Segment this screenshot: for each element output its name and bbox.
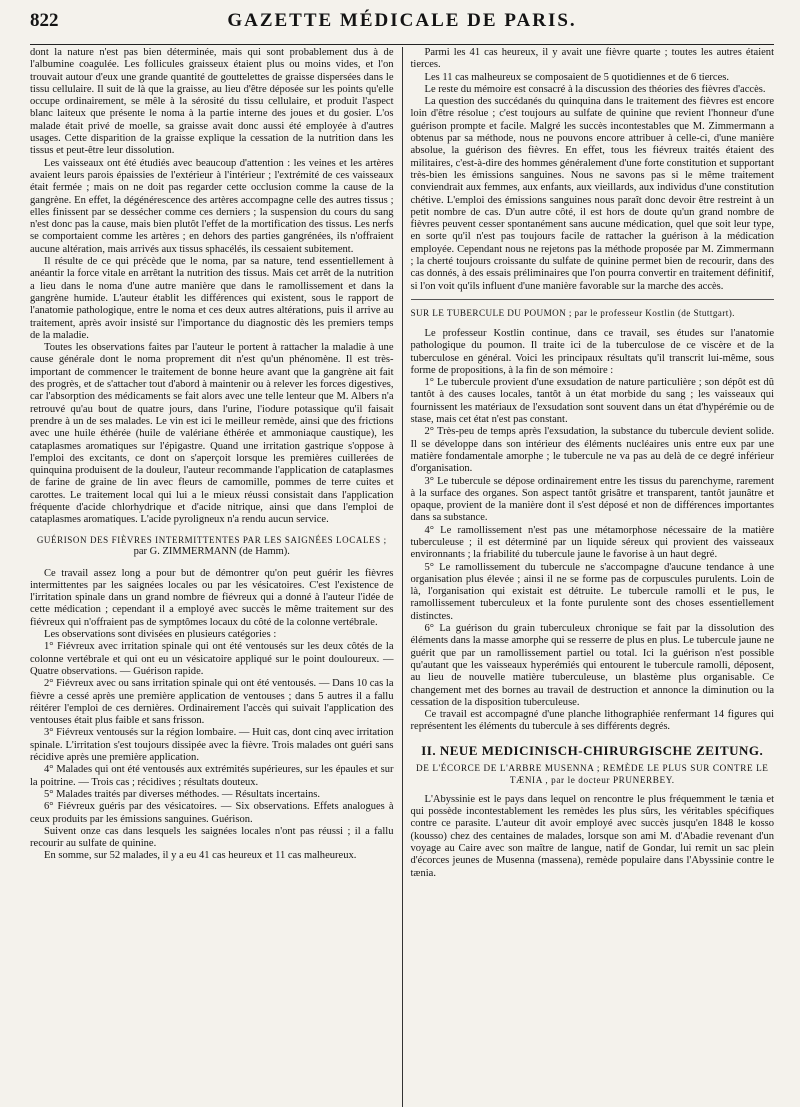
list-item: 3° Fiévreux ventousés sur la région lombaire. — Huit cas, dont cinq avec irritation spinale. L'irritation s'est toujours dissipée avec la fièvre. Trois malades ont guéri sans récidive après une première application. xyxy=(30,727,394,764)
list-item: 1° Le tubercule provient d'une exsudation de nature particulière ; son dépôt est dû tantôt à des causes locales, tantôt à un état morbide du sang ; les vaisseaux qui fournissent les matériaux de l'exsudation sont souvent dans un état d'hypérémie ou de stase, mais cet état n'est pas constant. xyxy=(410,377,774,426)
section-title: GUÉRISON DES FIÈVRES INTERMITTENTES PAR LES SAIGNÉES LOCALES ; xyxy=(36,534,387,545)
paragraph: Les 11 cas malheureux se composaient de 5 quotidiennes et de 6 tierces. xyxy=(424,71,729,83)
paragraph: En somme, sur 52 malades, il y a eu 41 cas heureux et 11 cas malheureux. xyxy=(44,850,357,862)
section-title: SUR LE TUBERCULE DU POUMON ; par le professeur Kostlin (de Stuttgart). xyxy=(410,307,735,318)
column-rule xyxy=(402,47,403,1107)
left-column xyxy=(30,47,400,1107)
columns xyxy=(30,47,774,1107)
list-item: 5° Malades traités par diverses méthodes. — Résultats incertains. xyxy=(44,788,321,800)
article-heading: II. NEUE MEDICINISCH-CHIRURGISCHE ZEITUNG. xyxy=(421,742,764,758)
paragraph: Les observations sont divisées en plusieurs catégories : xyxy=(44,629,277,641)
list-item: 6° La guérison du grain tuberculeux chronique se fait par la dissolution des éléments dans la masse amorphe qui se resserre de plus en plus. Le tubercule jaune ne guérit que par un ramollissement partiel ou total. Ici la guérison n'est possible qu'autant que les vaisseaux hyperémiés qui entourent le tubercule ramolli, déposent, au lieu de nouvelle matière tuberculeuse, un blastème plus organisable. Ce changement met des bornes au travail de destruction et annonce la diminution ou la cessation de la disposition tuberculeuse. xyxy=(410,623,774,708)
list-item: 4° Malades qui ont été ventousés aux extrémités supérieures, sur les épaules et sur la poitrine. — Trois cas ; récidives ; résultats douteux. xyxy=(30,764,394,788)
section-divider xyxy=(411,299,775,300)
list-item: 5° Le ramollissement du tubercule ne s'accompagne d'aucune tendance à une organisation plus élevée ; ainsi il ne se forme pas de corpuscules purulents. Loin de là, l'organisation qui existait est détruite. Le tubercule ramolli et le pus, le ramollissement tuberculeux et la fonte purulente sont des choses essentiellement distinctes. xyxy=(410,561,774,622)
list-item: 3° Le tubercule se dépose ordinairement entre les tissus du parenchyme, rarement à la surface des organes. Son aspect tantôt grisâtre et transparent, tantôt jaunâtre et opaque, provient de la manière dont il s'est déposé et non de différences importantes dans sa substance. xyxy=(410,475,774,524)
paragraph: Toutes les observations faites par l'auteur le portent à rattacher la maladie à une cause générale dont le noma proprement dit n'est qu'un phénomène. Il est très-important de commencer le traitement de bonne heure avant que la gangrène ait fait des progrès, et de s'attacher tout d'abord à maintenir ou à relever les forces digestives, car l'absorption des médicaments se fait alors avec une telle lenteur que M. Albers n'a retrouvé qu'au bout de quatre jours, dans l'urine, l'iodure potassique qu'il faisait prendre à un de ses malades. Le vin est ici le meilleur remède, ainsi que des frictions avec une huile éthérée (huile de valériane éthérée et ammoniaque caustique), les cataplasmes aromatiques sur l'épigastre. Quand une irritation gastrique s'oppose à l'emploi des excitants, ce dont on s'aperçoit lorsque les premières cuillerées de quinquina produisent de la douleur, l'auteur recommande l'application de cataplasmes de farine de graine de lin avec fleurs de camomille, pommes de terre cuites et carottes. Le traitement local qui lui a le mieux réussi consistait dans l'application fréquente d'acide chlorhydrique et d'acide nitrique, ainsi que dans l'emploi de cataplasmes aromatiques. L'acide pyroligneux n'a rendu aucun service. xyxy=(30,342,394,526)
paragraph: Ce travail assez long a pour but de démontrer qu'on peut guérir les fièvres intermittentes par les saignées locales ou par les vésicatoires. C'est l'existence de l'irritation spinale dans un grand nombre de fiévreux qui a donné à l'auteur l'idée de cette médication ; cependant il a employé avec succès le même traitement sur des fiévreux qui n'offraient pas de symptômes locaux du côté de la colonne vertébrale. xyxy=(30,567,394,628)
list-item: 4° Le ramollissement n'est pas une métamorphose nécessaire de la matière tuberculeuse ; il est déterminé par un liquide séreux qui provient des vaisseaux environnants ; la friabilité du tubercule jaune le favorise à un haut degré. xyxy=(410,524,774,561)
list-item: 2° Très-peu de temps après l'exsudation, la substance du tubercule devient solide. Il se développe dans son intérieur des éléments nucléaires unis entre eux par une matière fondamentale amorphe ; le tubercule ne va pas au delà de ce degré inférieur d'organisation. xyxy=(410,426,774,475)
section-author: par G. ZIMMERMANN (de Hamm). xyxy=(133,545,290,557)
right-column xyxy=(405,47,775,1107)
list-item: 1° Fiévreux avec irritation spinale qui ont été ventousés sur les deux côtés de la colonne vertébrale et qui ont eu un vésicatoire appliqué sur le point douloureux. — Quatre observations. — Guérison rapide. xyxy=(30,641,394,677)
running-title: GAZETTE MÉDICALE DE PARIS. xyxy=(227,10,577,31)
paragraph: L'Abyssinie est le pays dans lequel on rencontre le plus fréquemment le tænia et qui possède incontestablement les remèdes les plus sûrs, les véritables spécifiques contre ce parasite. L'auteur dit avoir employé avec succès jusqu'en 1848 le kosso (kousso) chez des centaines de malades, lorsque son ami M. d'Abadie revenant d'un voyage au Caire avec son maître de langue, natif de Gondar, lui remit un sac plein d'écorces jeunes de Musenna (massena), remède populaire dans l'Abyssinie contre le tænia. xyxy=(410,793,774,879)
paragraph: Suivent onze cas dans lesquels les saignées locales n'ont pas réussi ; il a fallu recourir au sulfate de quinine. xyxy=(30,825,394,850)
paragraph: La question des succédanés du quinquina dans le traitement des fièvres est encore loin d'être résolue ; c'est toujours au sulfate de quinine que revient l'honneur d'une guérison prompte et facile. Malgré les succès incontestables que M. Zimmermann a obtenus par sa méthode, nous ne pouvons encore attribuer à celle-ci, d'une manière absolue, la guérison des fièvres. En effet, tous les fiévreux traités étaient des militaires, c'est-à-dire des hommes généralement d'une forte constitution et supportant très-bien les émissions sanguines. Nous ne savons pas si le même traitement conviendrait aux femmes, aux enfants, aux vieillards, aux individus d'une constitution chétive. L'emploi des émissions sanguines nous paraît donc devoir être restreint à un petit nombre de cas. D'un autre côté, il est hors de doute qu'un grand nombre de fièvres peuvent cesser spontanément sans aucune médication, quel que soit leur type, en sorte qu'il n'est pas toujours facile de rattacher la guérison à la médication employée. Cependant nous ne rejetons pas la méthode proposée par M. Zimmermann ; la cherté toujours croissante du sulfate de quinine permet bien de recourir, dans des cas donnés, à des essais préliminaires que l'on pourra convertir en traitement définitif, si l'on voit qu'ils influent d'une manière favorable sur la marche des accès. xyxy=(410,96,774,292)
paragraph: Parmi les 41 cas heureux, il y avait une fièvre quarte ; toutes les autres étaient tierces. xyxy=(410,47,774,71)
page-number: 822 xyxy=(30,10,59,31)
paragraph: Le reste du mémoire est consacré à la discussion des théories des fièvres d'accès. xyxy=(424,83,766,95)
article-subheading: DE L'ÉCORCE DE L'ARBRE MUSENNA ; REMÈDE LE PLUS SUR CONTRE LE TÆNIA , par le docteur PRUNERBEY. xyxy=(415,762,769,785)
paragraph: dont la nature n'est pas bien déterminée, mais qui sont probablement dus à de l'albumine coagulée. Les follicules graisseux étaient plus ou moins vides, et l'on trouvait autour d'eux une grande quantité de gouttelettes de graisse dispersées dans le tissu cellulaire. Il suit de là que la graisse, au lieu d'être déposée sur les points qu'elle occupe ordinairement, se mêle à la sérosité du tissu cellulaire, et produit l'aspect blanc laiteux que présente le noma à la partie interne des joues et du gosier. L'os malade était privé de moelle, sa graisse avait donc aussi été employée à d'autres usages. Cette disparition de la graisse explique la cessation de la nutrition dans les tissus et peut-être leur dissolution. xyxy=(30,47,394,157)
page-header xyxy=(30,10,774,45)
paragraph: Les vaisseaux ont été étudiés avec beaucoup d'attention : les veines et les artères avaient leurs parois épaissies de l'extérieur à l'intérieur ; l'extrémité de ces vaisseaux était fermée ; mais on ne doit pas regarder cette occlusion comme la cause de la gangrène. En effet, la dégénérescence des artères accompagne celle des autres tissus ; elles finissent par se dessécher comme ces derniers ; la suspension du cours du sang n'est donc pas la cause, mais bien plutôt l'effet de la mortification des tissus. Les nerfs se comportaient comme les artères ; en dehors des parties gangrénées, ils n'offraient aucune altération, mais arrivés aux tissus sphacélés, ils cessaient subitement. xyxy=(30,157,394,255)
list-item: 6° Fiévreux guéris par des vésicatoires. — Six observations. Effets analogues à ceux produits par les émissions sanguines. Guérison. xyxy=(30,801,394,825)
paragraph: Il résulte de ce qui précède que le noma, par sa nature, tend essentiellement à anéantir la force vitale en arrêtant la nutrition des tissus. Mais cet arrêt de la nutrition a lieu dans le noma d'une autre manière que dans le ramollissement et dans la gangrène humide. L'auteur établit les différences qui existent, sous le rapport de l'anatomie pathologique, entre le noma et ces deux autres altérations, puis il arrive au traitement, après avoir insisté sur l'importance du diagnostic dès les premiers temps de la maladie. xyxy=(30,256,394,341)
paragraph: Le professeur Kostlin continue, dans ce travail, ses études sur l'anatomie pathologique du poumon. Il traite ici de la tuberculose de ce viscère et de la tuberculose en général. Voici les principaux résultats qu'il transcrit lui-même, sous forme de propositions, à la fin de son mémoire : xyxy=(410,327,774,376)
paragraph: Ce travail est accompagné d'une planche lithographiée renfermant 14 figures qui représentent les éléments du tubercule à ses différents degrés. xyxy=(410,709,774,733)
list-item: 2° Fiévreux avec ou sans irritation spinale qui ont été ventousés. — Dans 10 cas la fièvre a cessé après une première application de ventouses ; dans 5 autres il a fallu réitérer l'emploi de ces dernières. Ordinairement l'accès qui suivait l'application des ventouses était plus faible et sans frisson. xyxy=(30,678,394,727)
